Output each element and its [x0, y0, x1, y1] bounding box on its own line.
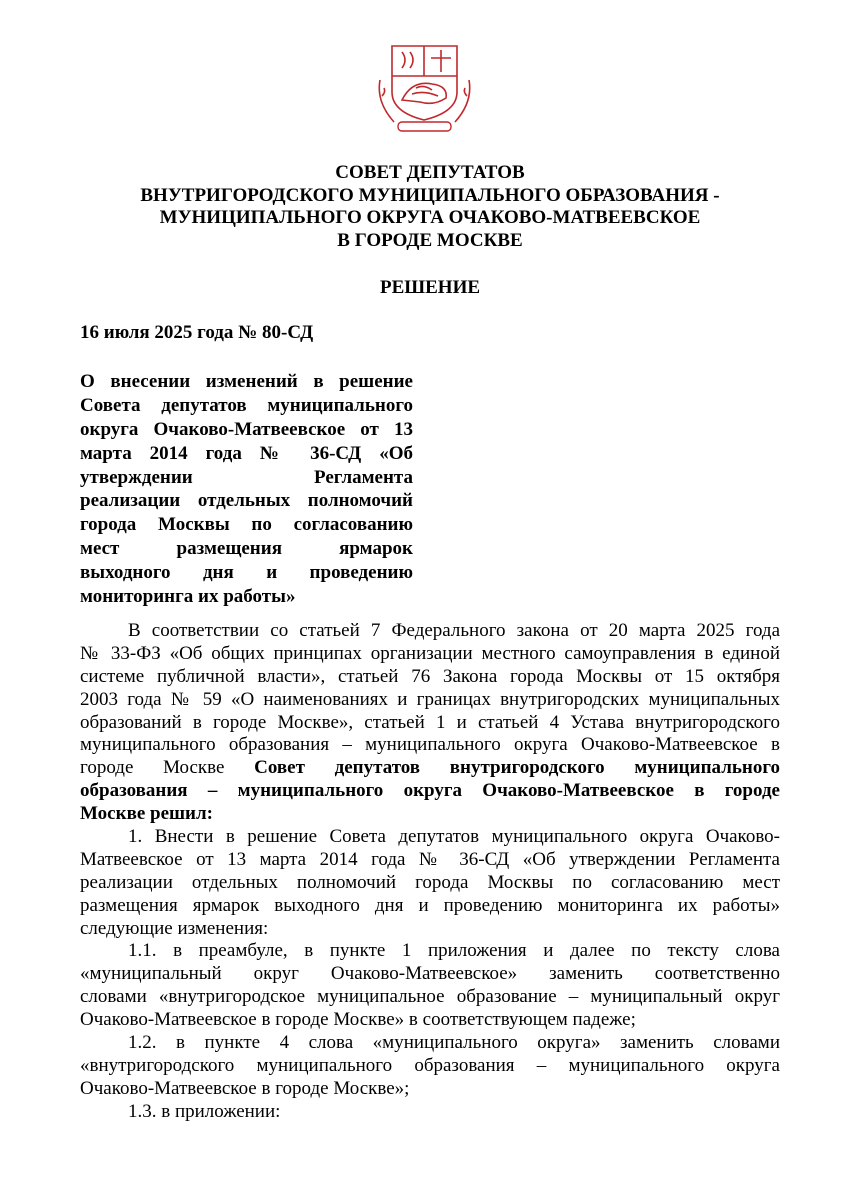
subject-line: реализации отдельных полномочий	[80, 490, 413, 512]
preamble-line: системе публичной власти», статьей 76 Закона города Москвы от 15 октября	[80, 665, 780, 687]
header-line-3: МУНИЦИПАЛЬНОГО ОКРУГА ОЧАКОВО-МАТВЕЕВСКОЕ	[159, 207, 701, 228]
document-type-title: РЕШЕНИЕ	[379, 277, 481, 298]
item-1-line: реализации отдельных полномочий города Москвы по согласованию мест	[80, 871, 780, 893]
preamble-plain-text: городе Москве	[80, 757, 225, 779]
preamble-line: муниципального образования – муниципального округа Очаково-Матвеевское в	[80, 734, 780, 756]
decision-body	[80, 620, 780, 1124]
resolved-line: образования – муниципального округа Очаково-Матвеевское в городе	[80, 780, 780, 802]
preamble-line-mixed	[80, 757, 780, 780]
subject-line: выходного дня и проведению	[80, 562, 413, 584]
preamble-line: № 33-ФЗ «Об общих принципах организации местного самоуправления в единой	[80, 642, 780, 664]
item-1-line: размещения ярмарок выходного дня и проведению мониторинга их работы»	[80, 894, 780, 916]
council-header	[80, 162, 780, 252]
header-line-1: СОВЕТ ДЕПУТАТОВ	[335, 162, 525, 183]
item-1-line: Матвеевское от 13 марта 2014 года № 36-СД «Об утверждении Регламента	[80, 848, 780, 870]
preamble-line: В соответствии со статьей 7 Федерального закона от 20 марта 2025 года	[128, 620, 780, 641]
subject-line: мест размещения ярмарок	[80, 538, 413, 560]
subject-line: утверждении Регламента	[80, 466, 413, 488]
subject-line: округа Очаково-Матвеевское от 13	[80, 418, 413, 440]
item-1-1-line: словами «внутригородское муниципальное образование – муниципальный округ	[80, 986, 780, 1008]
item-1-3-line: 1.3. в приложении:	[128, 1100, 281, 1122]
subject-line: Совета депутатов муниципального	[80, 394, 413, 416]
resolved-line: Москве решил:	[80, 803, 213, 825]
subject-line: О внесении изменений в решение	[80, 371, 413, 392]
decision-date-number: 16 июля 2025 года № 80-СД	[80, 322, 314, 343]
item-1-2-line: «внутригородского муниципального образования – муниципального округа	[80, 1054, 780, 1076]
subject-line: мониторинга их работы»	[80, 586, 296, 608]
item-1-1-line: Очаково-Матвеевское в городе Москве» в соответствующем падеже;	[80, 1009, 636, 1031]
subject-line: города Москвы по согласованию	[80, 514, 413, 536]
item-1-2-line: 1.2. в пункте 4 слова «муниципального округа» заменить словами	[128, 1032, 780, 1054]
item-1-1-line: 1.1. в преамбуле, в пункте 1 приложения и далее по тексту слова	[128, 940, 780, 962]
council-resolved-text: Совет депутатов внутригородского муниципального	[254, 757, 780, 779]
header-line-4: В ГОРОДЕ МОСКВЕ	[337, 229, 523, 251]
item-1-line: следующие изменения:	[80, 917, 269, 939]
header-line-2: ВНУТРИГОРОДСКОГО МУНИЦИПАЛЬНОГО ОБРАЗОВАНИЯ -	[140, 184, 720, 206]
preamble-line: образований в городе Москве», статьей 1 и статьей 4 Устава внутригородского	[80, 711, 780, 733]
preamble-line: 2003 года № 59 «О наименованиях и границах внутригородских муниципальных	[80, 688, 780, 710]
item-1-1-line: «муниципальный округ Очаково-Матвеевское» заменить соответственно	[80, 963, 780, 985]
item-1-2-line: Очаково-Матвеевское в городе Москве»;	[80, 1077, 410, 1099]
decision-subject	[80, 370, 413, 609]
item-1-line: 1. Внести в решение Совета депутатов муниципального округа Очаково-	[128, 826, 780, 848]
subject-line: марта 2014 года № 36-СД «Об	[80, 442, 413, 464]
coat-of-arms-emblem	[372, 40, 477, 136]
